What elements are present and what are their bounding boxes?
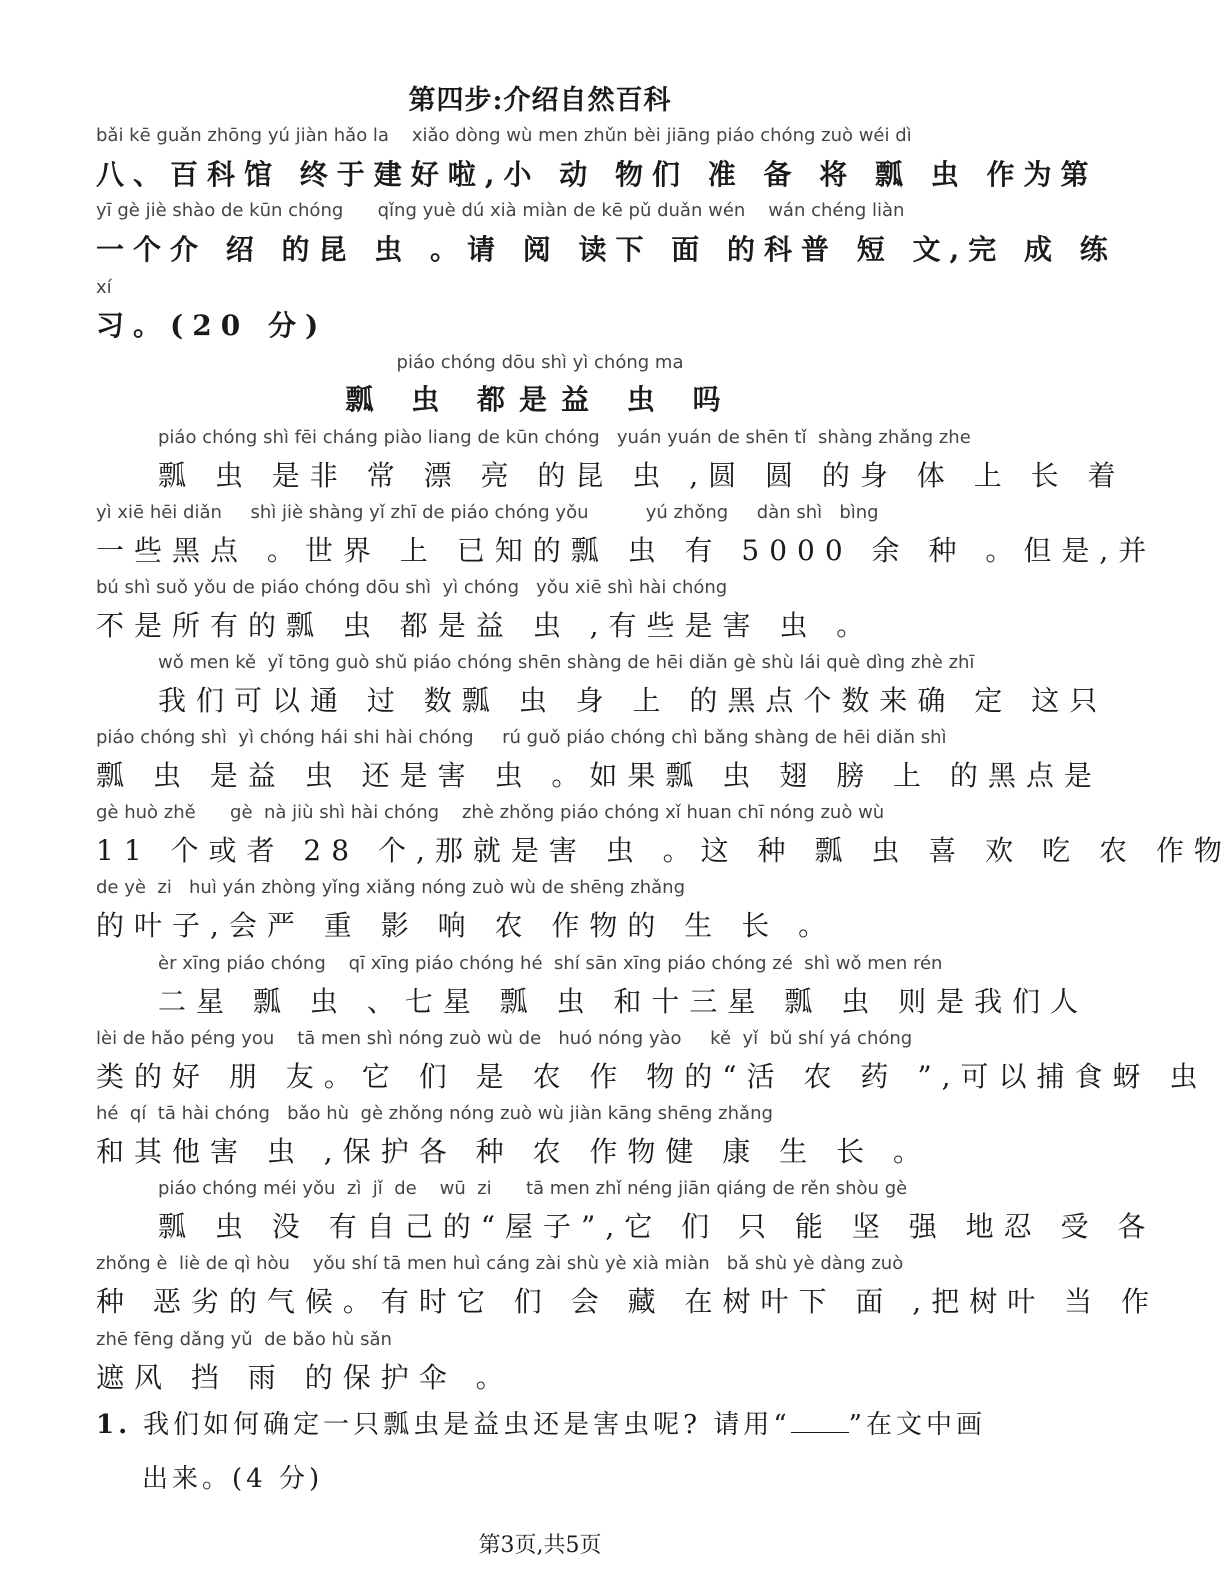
text-line: 瓢 虫 是非 常 漂 亮 的昆 虫 ,圆 圆 的身 体 上 长 着 [158, 459, 1126, 492]
pinyin-line: bǎi kē guǎn zhōng yú jiàn hǎo la xiǎo dòng wù men zhǔn bèi jiāng piáo chóng zuò wéi dì [96, 125, 912, 146]
pinyin-line: yī gè jiè shào de kūn chóng qǐng yuè dú xià miàn de kē pǔ duǎn wén wán chéng liàn [96, 200, 905, 221]
text-line: 一些黑点 。世界 上 已知的瓢 虫 有 5000 余 种 。但是,并 [96, 534, 1157, 567]
text-line: 11 个或者 28 个,那就是害 虫 。这 种 瓢 虫 喜 欢 吃 农 作物 [96, 834, 1232, 867]
text-line: 瓢 虫 没 有自己的“屋子”,它 们 只 能 坚 强 地忍 受 各 [158, 1210, 1156, 1243]
text-line: 瓢 虫 是益 虫 还是害 虫 。如果瓢 虫 翅 膀 上 的黑点是 [96, 759, 1102, 792]
pinyin-line: lèi de hǎo péng you tā men shì nóng zuò wù de huó nóng yào kě yǐ bǔ shí yá chóng [96, 1028, 913, 1049]
question-1 [96, 1404, 986, 1441]
text-line: 的叶子,会严 重 影 响 农 作物的 生 长 。 [96, 909, 837, 942]
underline-blank[interactable] [791, 1410, 849, 1433]
text-line: 类的好 朋 友。它 们 是 农 作 物的“活 农 药 ”,可以捕食蚜 虫 [96, 1060, 1208, 1093]
pinyin-line: yì xiē hēi diǎn shì jiè shàng yǐ zhī de piáo chóng yǒu yú zhǒng dàn shì bìng [96, 502, 879, 523]
text-line: 种 恶劣的气候。有时它 们 会 藏 在树叶下 面 ,把树叶 当 作 [96, 1285, 1160, 1318]
pinyin-line: zhǒng è liè de qì hòu yǒu shí tā men huì cáng zài shù yè xià miàn bǎ shù yè dàng zuò [96, 1253, 904, 1274]
pinyin-line: wǒ men kě yǐ tōng guò shǔ piáo chóng shēn shàng de hēi diǎn gè shù lái què dìng zhè zhī [158, 652, 975, 673]
step-title: 第四步:介绍自然百科 [408, 85, 672, 116]
text-line: 遮风 挡 雨 的保护伞 。 [96, 1361, 514, 1394]
text-line: 和其他害 虫 ,保护各 种 农 作物健 康 生 长 。 [96, 1135, 932, 1168]
pinyin-line: de yè zi huì yán zhòng yǐng xiǎng nóng zuò wù de shēng zhǎng [96, 877, 686, 898]
pinyin-line: bú shì suǒ yǒu de piáo chóng dōu shì yì chóng yǒu xiē shì hài chóng [96, 577, 728, 598]
text-line: 一个介 绍 的昆 虫 。请 阅 读下 面 的科普 短 文,完 成 练 [96, 233, 1117, 266]
question-1-line2: 出来。(4 分) [142, 1464, 324, 1494]
pinyin-line: èr xīng piáo chóng qī xīng piáo chóng hé shí sān xīng piáo chóng zé shì wǒ men rén [158, 953, 943, 974]
article-title: 瓢 虫 都是益 虫 吗 [345, 383, 735, 416]
text-line: 我们可以通 过 数瓢 虫 身 上 的黑点个数来确 定 这只 [158, 684, 1108, 717]
page-footer: 第3页,共5页 [478, 1533, 602, 1558]
text-line: 习。(20 分) [96, 309, 328, 342]
text-line: 八、百科馆 终于建好啦,小 动 物们 准 备 将 瓢 虫 作为第 [96, 158, 1098, 191]
pinyin-line: piáo chóng méi yǒu zì jǐ de wū zi tā men zhǐ néng jiān qiáng de rěn shòu gè [158, 1178, 908, 1199]
pinyin-line: xí [96, 277, 112, 298]
question-text: 我们如何确定一只瓢虫是益虫还是害虫呢? 请用“ [143, 1410, 791, 1440]
pinyin-line: gè huò zhě gè nà jiù shì hài chóng zhè zhǒng piáo chóng xǐ huan chī nóng zuò wù [96, 802, 885, 823]
pinyin-line: piáo chóng shì yì chóng hái shi hài chóng rú guǒ piáo chóng chì bǎng shàng de hēi diǎn shì [96, 727, 947, 748]
question-number: 1. [96, 1410, 132, 1440]
article-title-pinyin: piáo chóng dōu shì yì chóng ma [396, 352, 684, 373]
text-line: 二星 瓢 虫 、七星 瓢 虫 和十三星 瓢 虫 则是我们人 [158, 985, 1089, 1018]
text-line: 不是所有的瓢 虫 都是益 虫 ,有些是害 虫 。 [96, 609, 875, 642]
question-text-end: ”在文中画 [848, 1410, 986, 1440]
pinyin-line: zhē fēng dǎng yǔ de bǎo hù sǎn [96, 1329, 392, 1350]
pinyin-line: hé qí tā hài chóng bǎo hù gè zhǒng nóng zuò wù jiàn kāng shēng zhǎng [96, 1103, 773, 1124]
pinyin-line: piáo chóng shì fēi cháng piào liang de kūn chóng yuán yuán de shēn tǐ shàng zhǎng zhe [158, 427, 971, 448]
